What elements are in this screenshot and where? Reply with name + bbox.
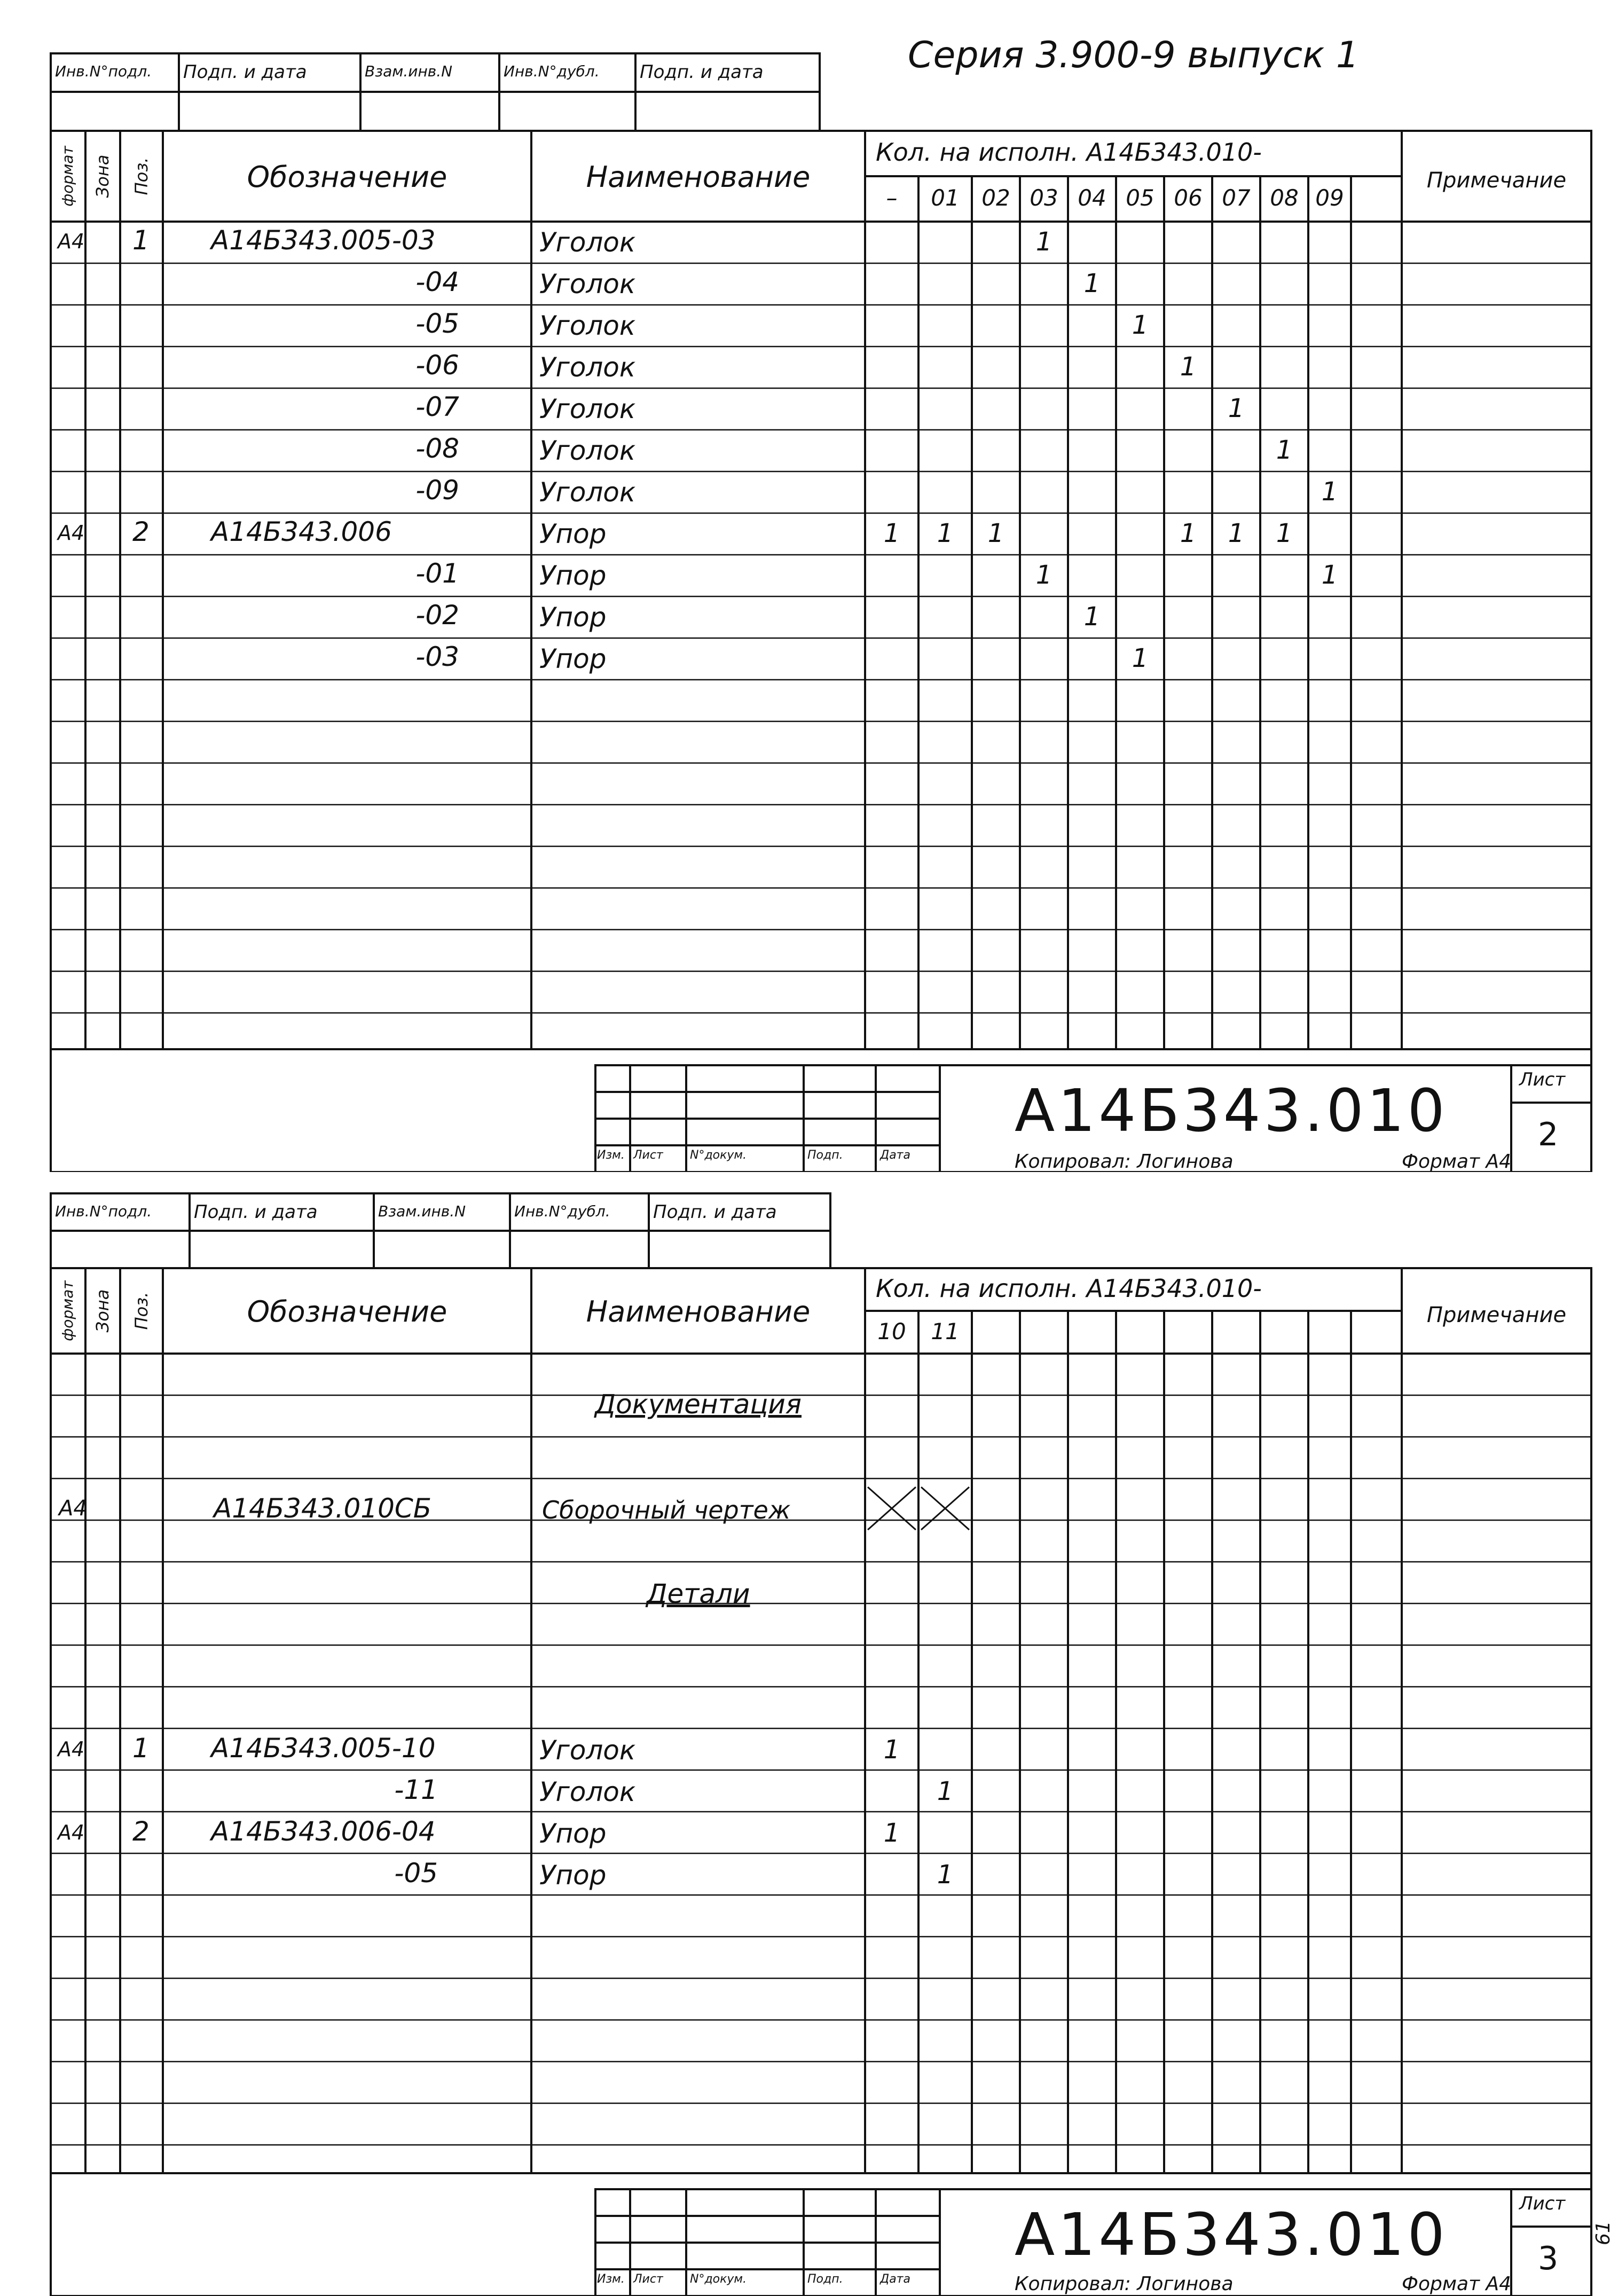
row-name: Уголок bbox=[539, 352, 636, 383]
assembly-name: Сборочный чертеж bbox=[542, 1496, 791, 1524]
row-qty-7: 1 bbox=[1228, 518, 1245, 548]
tb-list: Лист bbox=[633, 2273, 663, 2286]
row-name: Упор bbox=[539, 643, 607, 674]
stamp-podp-data-2: Подп. и дата bbox=[653, 1201, 777, 1223]
row-name: Уголок bbox=[539, 435, 636, 466]
qty-col-header: 10 bbox=[877, 1318, 906, 1344]
row-qty-3: 1 bbox=[1035, 227, 1053, 257]
qty-col-header: 04 bbox=[1078, 185, 1106, 211]
row-qty-6: 1 bbox=[1180, 518, 1197, 548]
spec-sheet-3 bbox=[0, 1177, 1618, 2296]
qty-col-header: 11 bbox=[931, 1318, 960, 1344]
copied-by: Копировал: Логинова bbox=[1015, 2273, 1234, 2295]
row-designation: -09 bbox=[415, 475, 459, 506]
tb-izm: Изм. bbox=[597, 2273, 625, 2286]
row-designation: -05 bbox=[394, 1858, 438, 1889]
section-documentation: Документация bbox=[595, 1389, 802, 1420]
sheet-number: 3 bbox=[1538, 2240, 1559, 2277]
paper-format: Формат А4 bbox=[1402, 1151, 1512, 1173]
row-format: А4 bbox=[58, 1737, 85, 1761]
row-format: А4 bbox=[58, 521, 85, 545]
tb-data: Дата bbox=[880, 1149, 910, 1162]
row-name: Уголок bbox=[539, 310, 636, 341]
qty-col-header: 09 bbox=[1315, 185, 1344, 211]
stamp-inv-dubl: Инв.N°дубл. bbox=[504, 62, 600, 80]
row-name: Упор bbox=[539, 602, 607, 633]
row-designation: -01 bbox=[415, 558, 459, 589]
tb-list: Лист bbox=[633, 1149, 663, 1162]
stamp-inv-podl: Инв.N°подл. bbox=[55, 1202, 152, 1220]
qty-col-header: – bbox=[886, 185, 898, 211]
row-qty-2: 1 bbox=[987, 518, 1004, 548]
row-qty-5: 1 bbox=[1132, 643, 1149, 673]
row-designation: А14Б343.006 bbox=[211, 516, 392, 547]
sheet-label: Лист bbox=[1519, 2193, 1566, 2214]
row-designation: А14Б343.005-10 bbox=[211, 1733, 436, 1764]
row-name: Уголок bbox=[539, 1776, 636, 1807]
col-designation-header: Обозначение bbox=[247, 160, 447, 194]
row-position: 2 bbox=[132, 516, 150, 547]
stamp-podp-data-2: Подп. и дата bbox=[640, 61, 764, 83]
assembly-format: А4 bbox=[59, 1496, 87, 1521]
stamp-inv-podl: Инв.N°подл. bbox=[55, 62, 152, 80]
row-qty-9: 1 bbox=[1321, 560, 1338, 590]
col-note-header: Примечание bbox=[1426, 1303, 1567, 1327]
row-designation: -04 bbox=[415, 266, 459, 297]
qty-col-header: 01 bbox=[931, 185, 960, 211]
col-zone-header: Зона bbox=[92, 1289, 113, 1333]
row-designation: -03 bbox=[415, 641, 459, 672]
row-qty-5: 1 bbox=[1132, 310, 1149, 340]
sheet-number: 2 bbox=[1538, 1116, 1559, 1153]
row-qty-0: 1 bbox=[883, 518, 900, 548]
stamp-podp-data: Подп. и дата bbox=[183, 61, 307, 83]
row-designation: -08 bbox=[415, 433, 459, 464]
row-qty-9: 1 bbox=[1321, 477, 1338, 507]
row-qty-8: 1 bbox=[1276, 518, 1293, 548]
row-name: Уголок bbox=[539, 394, 636, 424]
row-designation: -02 bbox=[415, 600, 459, 631]
row-qty-3: 1 bbox=[1035, 560, 1053, 590]
qty-col-header: 06 bbox=[1174, 185, 1203, 211]
row-name: Уголок bbox=[539, 269, 636, 300]
series-note: Серия 3.900-9 выпуск 1 bbox=[908, 34, 1360, 76]
paper-format: Формат А4 bbox=[1402, 2273, 1512, 2295]
col-name-header: Наименование bbox=[586, 1295, 811, 1328]
row-name: Упор bbox=[539, 518, 607, 549]
row-qty-4: 1 bbox=[1083, 602, 1101, 632]
qty-col-header: 08 bbox=[1270, 185, 1299, 211]
col-qty-header: Кол. на исполн. А14Б343.010- bbox=[876, 1274, 1262, 1303]
row-name: Упор bbox=[539, 1818, 607, 1849]
row-qty-0: 1 bbox=[883, 1818, 900, 1848]
sheet-label: Лист bbox=[1519, 1069, 1566, 1090]
col-zone-header: Зона bbox=[92, 154, 113, 198]
row-qty-1: 1 bbox=[937, 1860, 954, 1890]
row-qty-6: 1 bbox=[1180, 352, 1197, 382]
row-designation: А14Б343.006-04 bbox=[211, 1816, 436, 1847]
row-qty-0: 1 bbox=[883, 1735, 900, 1765]
row-name: Уголок bbox=[539, 227, 636, 258]
row-designation: -11 bbox=[394, 1774, 438, 1805]
row-format: А4 bbox=[58, 230, 85, 253]
row-name: Уголок bbox=[539, 477, 636, 508]
tb-podp: Подп. bbox=[807, 2273, 843, 2286]
row-qty-8: 1 bbox=[1276, 435, 1293, 465]
col-format-header: формат bbox=[59, 1280, 76, 1341]
stamp-vzam-inv: Взам.инв.N bbox=[378, 1202, 466, 1220]
row-position: 1 bbox=[132, 225, 150, 256]
tb-nodokum: N°докум. bbox=[690, 2273, 747, 2286]
row-name: Уголок bbox=[539, 1735, 636, 1766]
row-name: Упор bbox=[539, 560, 607, 591]
row-position: 2 bbox=[132, 1816, 150, 1847]
qty-col-header: 03 bbox=[1030, 185, 1058, 211]
copied-by: Копировал: Логинова bbox=[1015, 1151, 1234, 1173]
row-position: 1 bbox=[132, 1733, 150, 1764]
stamp-inv-dubl: Инв.N°дубл. bbox=[514, 1202, 610, 1220]
row-qty-4: 1 bbox=[1083, 269, 1101, 298]
section-parts: Детали bbox=[646, 1578, 750, 1609]
stamp-podp-data: Подп. и дата bbox=[194, 1201, 318, 1223]
tb-data: Дата bbox=[880, 2273, 910, 2286]
col-pos-header: Поз. bbox=[131, 1292, 152, 1330]
row-qty-1: 1 bbox=[937, 518, 954, 548]
col-name-header: Наименование bbox=[586, 160, 811, 194]
col-designation-header: Обозначение bbox=[247, 1295, 447, 1328]
assembly-designation: А14Б343.010СБ bbox=[214, 1493, 432, 1524]
drawing-code: А14Б343.010 bbox=[1015, 1076, 1448, 1145]
drawing-code: А14Б343.010 bbox=[1015, 2200, 1448, 2269]
col-qty-header: Кол. на исполн. А14Б343.010- bbox=[876, 138, 1262, 167]
col-pos-header: Поз. bbox=[131, 157, 152, 195]
stamp-vzam-inv: Взам.инв.N bbox=[365, 62, 453, 80]
tb-nodokum: N°докум. bbox=[690, 1149, 747, 1162]
row-designation: -06 bbox=[415, 350, 459, 381]
row-name: Упор bbox=[539, 1860, 607, 1891]
col-format-header: формат bbox=[59, 146, 76, 207]
row-format: А4 bbox=[58, 1821, 85, 1844]
qty-col-header: 05 bbox=[1126, 185, 1154, 211]
col-note-header: Примечание bbox=[1426, 168, 1567, 193]
qty-col-header: 07 bbox=[1222, 185, 1251, 211]
row-qty-7: 1 bbox=[1228, 394, 1245, 423]
margin-page-number: 61 bbox=[1592, 2221, 1614, 2245]
tb-podp: Подп. bbox=[807, 1149, 843, 1162]
row-designation: А14Б343.005-03 bbox=[211, 225, 436, 256]
qty-col-header: 02 bbox=[981, 185, 1010, 211]
tb-izm: Изм. bbox=[597, 1149, 625, 1162]
row-designation: -05 bbox=[415, 308, 459, 339]
row-qty-1: 1 bbox=[937, 1776, 954, 1806]
row-designation: -07 bbox=[415, 391, 459, 422]
